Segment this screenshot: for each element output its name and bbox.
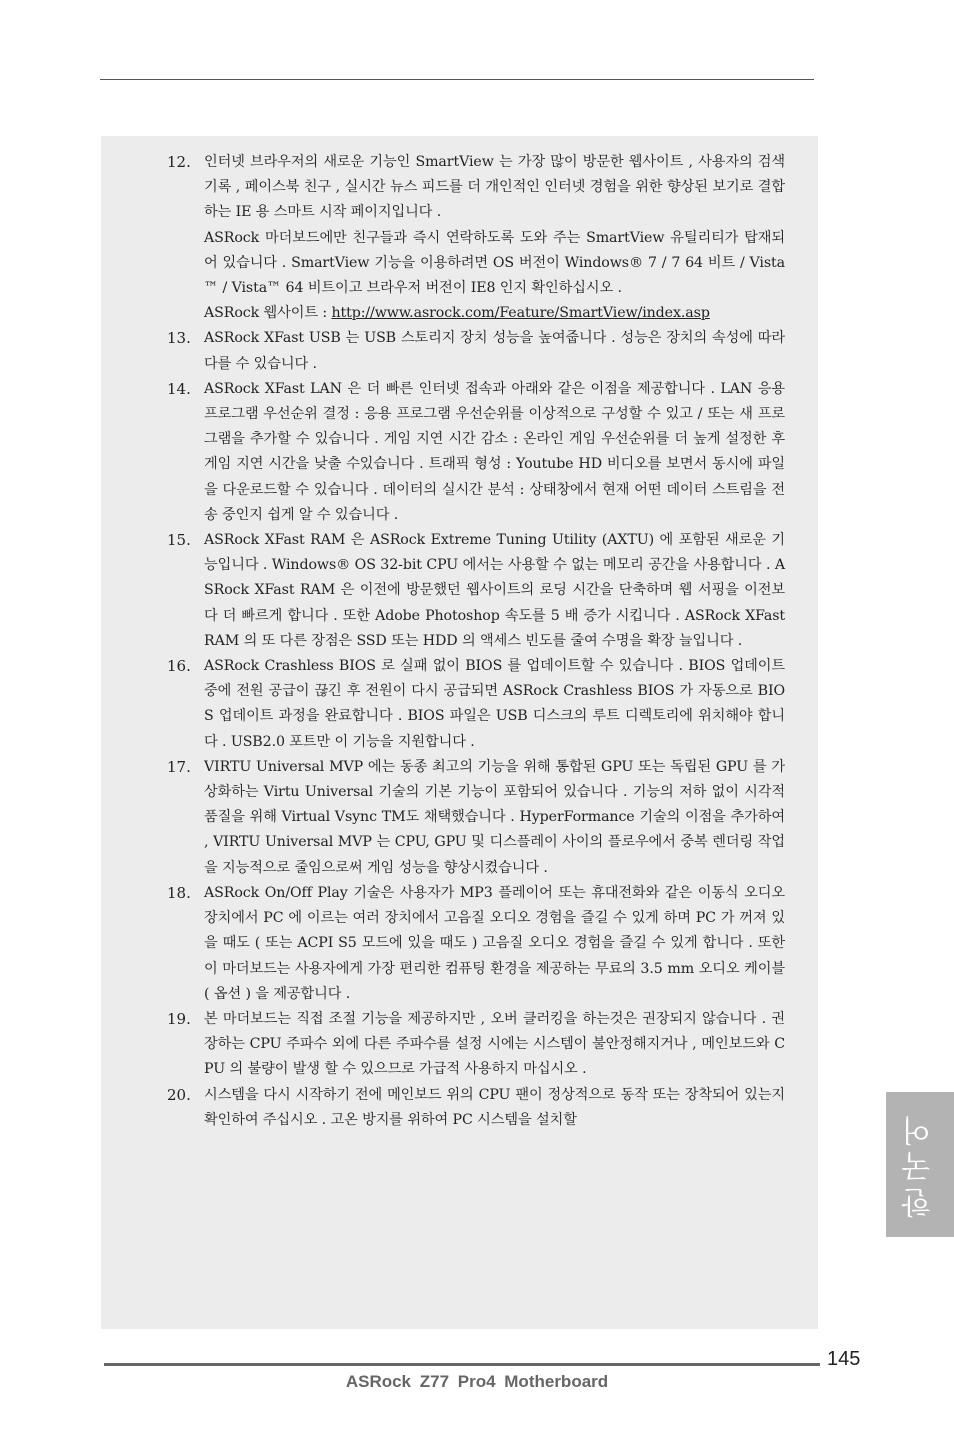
list-item-12 <box>167 150 785 326</box>
list-item-17 <box>167 755 785 881</box>
item-number: 14. <box>167 379 191 398</box>
smartview-link[interactable]: http://www.asrock.com/Feature/SmartView/index.asp <box>331 305 710 322</box>
list-item-15 <box>167 528 785 654</box>
list-item-16 <box>167 654 785 755</box>
feature-list <box>167 150 785 1133</box>
item-paragraph: ASRock XFast RAM 은 ASRock Extreme Tuning Utility (AXTU) 에 포함된 새로운 기능입니다 . Windows® OS 32-bit CPU 에서는 사용할 수 없는 메모리 공간을 사용합니다 . ASRock XFast RAM 은 이전에 방문했던 웹사이트의 로딩 시간을 단축하며 웹 서핑을 이전보다 더 빠르게 합니다 . 또한 Adobe Photoshop 속도를 5 배 증가 시킵니다 . ASRock XFast RAM 의 또 다른 장점은 SSD 또는 HDD 의 액세스 빈도를 줄여 수명을 확장 늘입니다 . <box>204 532 785 649</box>
footer-title: ASRock Z77 Pro4 Motherboard <box>345 1372 609 1391</box>
list-item-20 <box>167 1083 785 1133</box>
header-rule <box>100 79 814 80</box>
item-paragraph: ASRock 마더보드에만 친구들과 즉시 연락하도록 도와 주는 SmartView 유틸리티가 탑재되어 있습니다 . SmartView 기능을 이용하려면 OS 버전이 Windows® 7 / 7 64 비트 / Vista™ / Vista™ 64 비트이고 브라우저 버전이 IE8 인지 확인하십시오 . <box>204 229 785 297</box>
item-number: 18. <box>167 883 191 902</box>
list-item-18 <box>167 881 785 1007</box>
website-label: ASRock 웹사이트 : <box>204 305 332 322</box>
list-item-14 <box>167 377 785 528</box>
page-number: 145 <box>827 1348 861 1370</box>
item-paragraph: ASRock Crashless BIOS 로 실패 없이 BIOS 를 업데이트할 수 있습니다 . BIOS 업데이트 중에 전원 공급이 끊긴 후 전원이 다시 공급되면 ASRock Crashless BIOS 가 자동으로 BIOS 업데이트 과정을 완료합니다 . BIOS 파일은 USB 디스크의 루트 디렉토리에 위치해야 합니다 . USB2.0 포트만 이 기능을 지원합니다 . <box>204 658 785 750</box>
language-tab-label: 한국어 <box>902 1110 937 1219</box>
item-number: 13. <box>167 329 191 348</box>
item-number: 20. <box>167 1085 191 1104</box>
item-paragraph: ASRock On/Off Play 기술은 사용자가 MP3 플레이어 또는 휴대전화와 같은 이동식 오디오 장치에서 PC 에 이르는 여러 장치에서 고음질 오디오 경험을 즐길 수 있게 하며 PC 가 꺼져 있을 때도 ( 또는 ACPI S5 모드에 있을 때도 ) 고음질 오디오 경험을 즐길 수 있게 합니다 . 또한 이 마더보드는 사용자에게 가장 편리한 컴퓨팅 환경을 제공하는 무료의 3.5 mm 오디오 케이블 ( 옵션 ) 을 제공합니다 . <box>204 884 785 1002</box>
item-number: 16. <box>167 657 191 676</box>
website-line <box>204 301 785 326</box>
item-paragraph: 인터넷 브라우저의 새로운 기능인 SmartView 는 가장 많이 방문한 웹사이트 , 사용자의 검색 기록 , 페이스북 친구 , 실시간 뉴스 피드를 더 개인적인 인터넷 경험을 위한 향상된 보기로 결합하는 IE 용 스마트 시작 페이지입니다 . <box>204 154 786 221</box>
item-number: 12. <box>167 153 191 171</box>
item-paragraph: 시스템을 다시 시작하기 전에 메인보드 위의 CPU 팬이 정상적으로 동작 또는 장착되어 있는지 확인하여 주십시오 . 고온 방지를 위하여 PC 시스템을 설치할 <box>204 1086 785 1128</box>
list-item-19 <box>167 1007 785 1083</box>
footer-rule <box>104 1363 820 1366</box>
list-item-13 <box>167 326 785 376</box>
item-number: 17. <box>167 757 191 776</box>
item-number: 15. <box>167 531 191 550</box>
item-paragraph: ASRock XFast USB 는 USB 스토리지 장치 성능을 높여줍니다 . 성능은 장치의 속성에 따라 다를 수 있습니다 . <box>204 330 785 372</box>
language-tab <box>886 1092 954 1237</box>
item-paragraph: ASRock XFast LAN 은 더 빠른 인터넷 접속과 아래와 같은 이점을 제공합니다 . LAN 응용 프로그램 우선순위 결정 : 응용 프로그램 우선순위를 이상적으로 구성할 수 있고 / 또는 새 프로그램을 추가할 수 있습니다 . 게임 지연 시간 감소 : 온라인 게임 우선순위를 더 높게 설정한 후 게임 지연 시간을 낮출 수있습니다 . 트래픽 형성 : Youtube HD 비디오를 보면서 동시에 파일을 다운로드할 수 있습니다 . 데이터의 실시간 분석 : 상태창에서 현재 어떤 데이터 스트림을 전송 중인지 쉽게 알 수 있습니다 . <box>204 380 785 523</box>
item-paragraph: VIRTU Universal MVP 에는 동종 최고의 기능을 위해 통합된 GPU 또는 독립된 GPU 를 가상화하는 Virtu Universal 기술의 기본 기능이 포함되어 있습니다 . 기능의 저하 없이 시각적 품질을 위해 Virtual Vsync TM도 채택했습니다 . HyperFormance 기술의 이점을 추가하여 , VIRTU Universal MVP 는 CPU, GPU 및 디스플레이 사이의 플로우에서 중복 렌더링 작업을 지능적으로 줄임으로써 게임 성능을 향상시켰습니다 . <box>204 758 785 876</box>
item-paragraph: 본 마더보드는 직접 조절 기능을 제공하지만 , 오버 클러킹을 하는것은 권장되지 않습니다 . 권장하는 CPU 주파수 외에 다른 주파수를 설정 시에는 시스템이 불안정해지거나 , 메인보드와 CPU 의 불량이 발생 할 수 있으므로 가급적 사용하지 마십시오 . <box>204 1010 785 1078</box>
item-number: 19. <box>167 1009 191 1028</box>
